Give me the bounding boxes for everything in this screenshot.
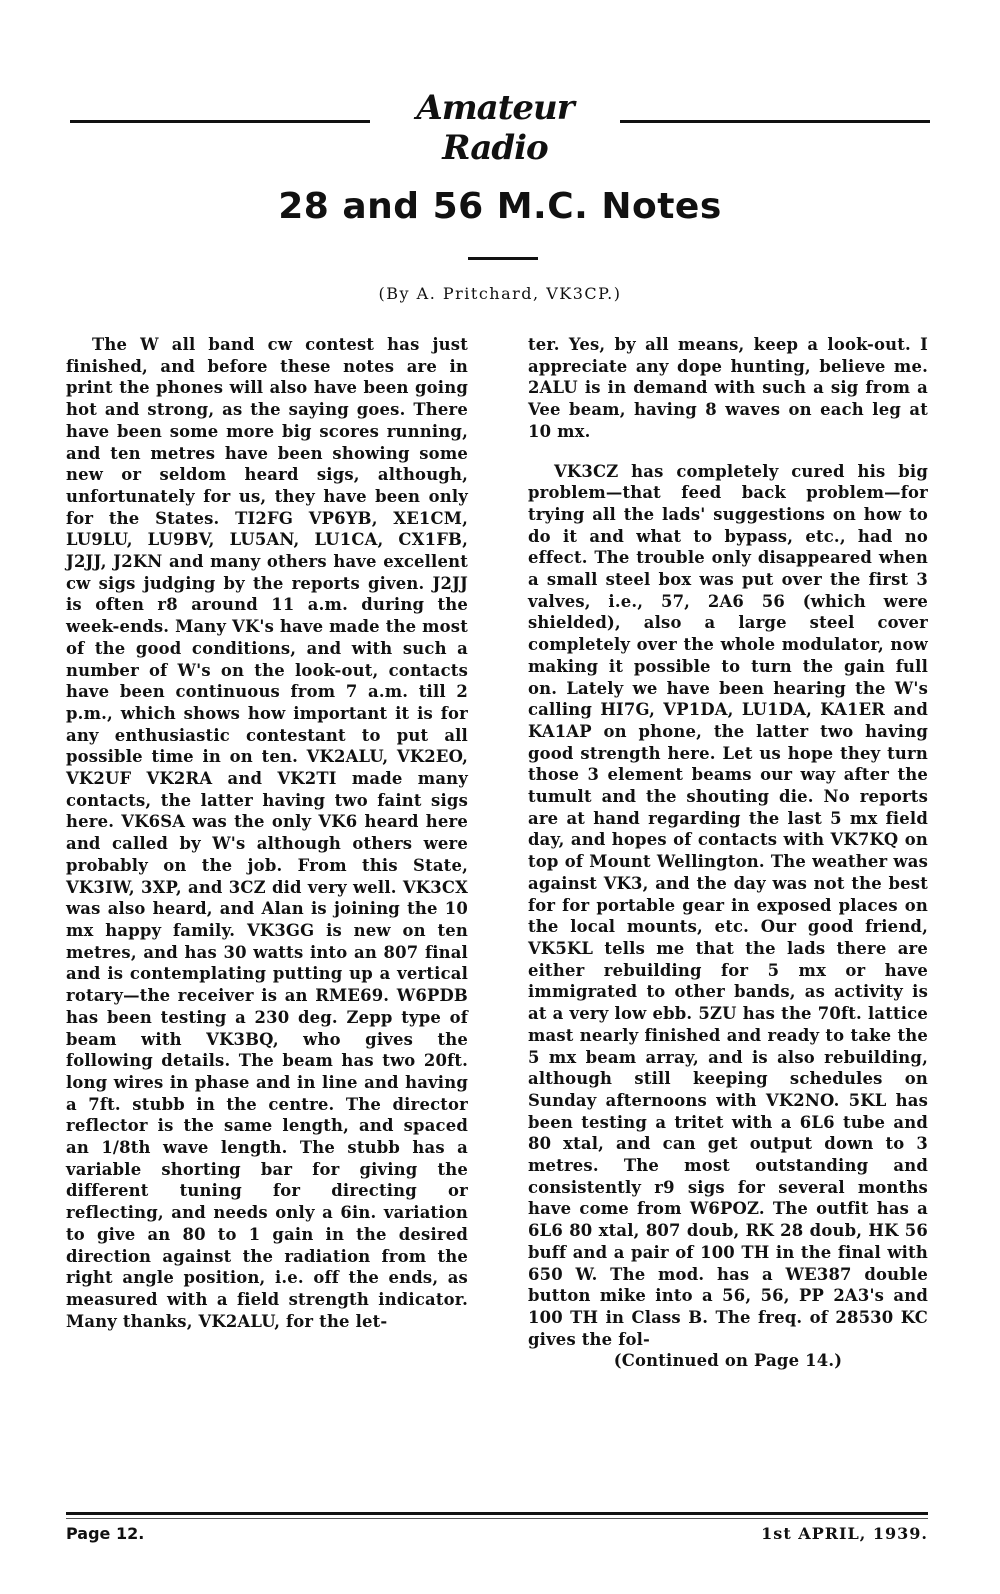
right-column-paragraph-1: ter. Yes, by all means, keep a look-out. I appreciate any dope hunting, believe me. 2ALU is in demand with such a sig from a Vee beam, having 8 waves on each leg at 10 mx. — [528, 335, 928, 441]
footer-rule — [66, 1512, 928, 1515]
right-column-paragraph-2: VK3CZ has completely cured his big problem—that feed back problem—for trying all the lads' suggestions on how to do it and what to bypass, etc., had no effect. The trouble only disappeared when a small steel box was put over the first 3 valves, i.e., 57, 2A6 56 (which were shielded), also a large steel cover completely over the whole modulator, now making it possible to turn the gain full on. Lately we have been hearing the W's calling HI7G, VP1DA, LU1DA, KA1ER and KA1AP on phone, the latter two having good strength here. Let us hope they turn those 3 element beams our way after the tumult and the shouting die. No reports are at hand regarding the last 5 mx field day, and hopes of contacts with VK7KQ on top of Mount Wellington. The weather was against VK3, and the day was not the best for for portable gear in exposed places on the local mounts, etc. Our good friend, VK5KL tells me that the lads there are either rebuilding for 5 mx or have immigrated to other bands, as activity is at a very low ebb. 5ZU has the 70ft. lattice mast nearly finished and ready to take the 5 mx beam array, and is also rebuilding, although still keeping schedules on Sunday afternoons with VK2NO. 5KL has been testing a tritet with a 6L6 tube and 80 xtal, and can get output down to 3 metres. The most outstanding and consistently r9 sigs for several months have come from W6POZ. The outfit has a 6L6 80 xtal, 807 doub, RK 28 doub, HK 56 buff and a pair of 100 TH in the final with 650 W. The mod. has a WE387 double button mike into a 56, 56, PP 2A3's and 100 TH in Class B. The freq. of 28530 KC gives the fol- — [528, 461, 928, 1349]
article-byline: (By A. Pritchard, VK3CP.) — [378, 284, 622, 303]
article-title: 28 and 56 M.C. Notes — [278, 186, 722, 227]
masthead-rule-left — [70, 120, 370, 123]
issue-date: 1st APRIL, 1939. — [761, 1524, 928, 1543]
masthead-title: Amateur Radio — [416, 88, 574, 168]
masthead — [70, 88, 930, 168]
footer-rule-thin — [66, 1518, 928, 1519]
title-divider — [468, 257, 538, 260]
continued-note: (Continued on Page 14.) — [613, 1351, 843, 1371]
masthead-rule-right — [620, 120, 930, 123]
page-number: Page 12. — [66, 1524, 145, 1543]
left-column — [66, 334, 468, 1332]
right-column — [528, 334, 928, 1372]
left-column-paragraph: The W all band cw contest has just finished, and before these notes are in print the phones will also have been going hot and strong, as the saying goes. There have been some more big scores running, and ten metres have been showing some new or seldom heard sigs, although, unfortunately for us, they have been only for the States. TI2FG VP6YB, XE1CM, LU9LU, LU9BV, LU5AN, LU1CA, CX1FB, J2JJ, J2KN and many others have excellent cw sigs judging by the reports given. J2JJ is often r8 around 11 a.m. during the week-ends. Many VK's have made the most of the good conditions, and with such a number of W's on the look-out, contacts have been continuous from 7 a.m. till 2 p.m., which shows how important it is for any enthusiastic contestant to put all possible time in on ten. VK2ALU, VK2EO, VK2UF VK2RA and VK2TI made many contacts, the latter having two faint sigs here. VK6SA was the only VK6 heard here and called by W's although others were probably on the job. From this State, VK3IW, 3XP, and 3CZ did very well. VK3CX was also heard, and Alan is joining the 10 mx happy family. VK3GG is new on ten metres, and has 30 watts into an 807 final and is contemplating putting up a vertical rotary—the receiver is an RME69. W6PDB has been testing a 230 deg. Zepp type of beam with VK3BQ, who gives the following details. The beam has two 20ft. long wires in phase and in line and having a 7ft. stubb in the centre. The director reflector is the same length, and spaced an 1/8th wave length. The stubb has a variable shorting bar for giving the different tuning for directing or reflecting, and needs only a 6in. variation to give an 80 to 1 gain in the desired direction against the radiation from the right angle position, i.e. off the ends, as measured with a field strength indicator. Many thanks, VK2ALU, for the let- — [66, 335, 468, 1331]
